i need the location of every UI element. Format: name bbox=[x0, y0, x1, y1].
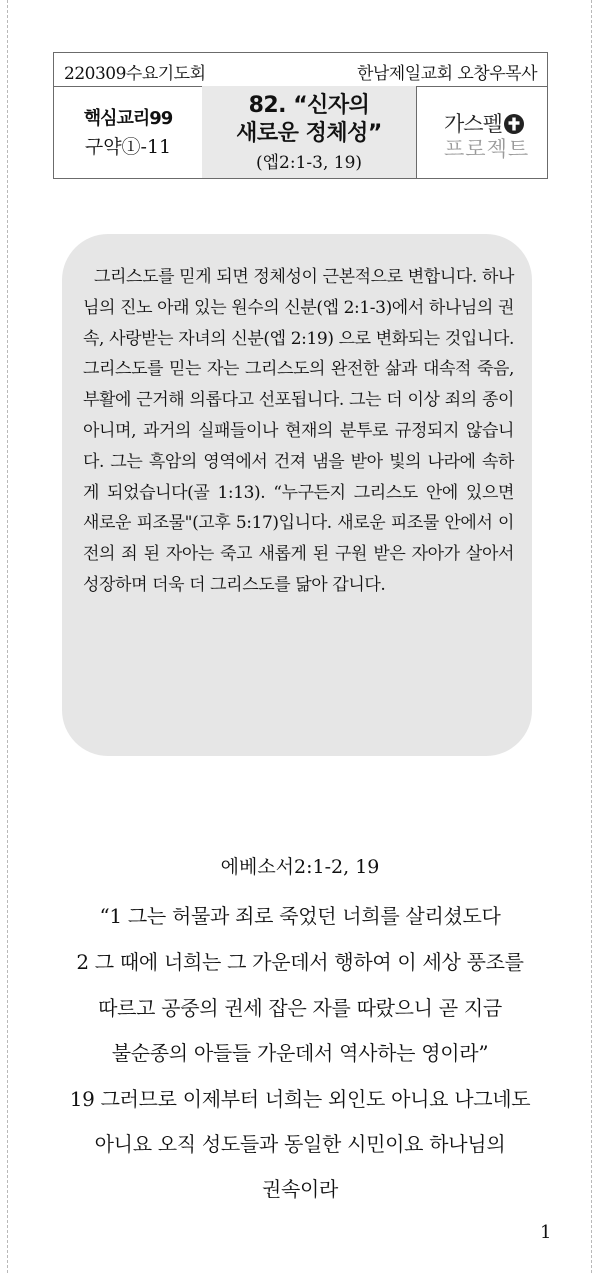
logo-text-line2: 프로젝트 bbox=[444, 137, 530, 161]
gospel-project-logo bbox=[416, 86, 547, 178]
scripture-line: “1 그는 허물과 죄로 죽었던 너희를 살리셨도다 bbox=[99, 904, 501, 928]
sermon-title-line2: 새로운 정체성” bbox=[236, 121, 382, 146]
bulletin-header bbox=[53, 52, 548, 179]
scripture-line: 불순종의 아들들 가운데서 역사하는 영이라” bbox=[111, 1041, 489, 1065]
sermon-title-line1: 82. “신자의 bbox=[248, 93, 370, 118]
sermon-scripture-ref: (엡2:1-3, 19) bbox=[255, 153, 363, 173]
series-subtitle: 구약①-11 bbox=[84, 136, 172, 158]
scripture-line: 2 그 때에 너희는 그 가운데서 행하여 이 세상 풍조를 bbox=[76, 950, 524, 974]
scripture-line: 19 그러므로 이제부터 너희는 외인도 아니요 나그네도 bbox=[69, 1087, 531, 1111]
church-preacher-label: 한남제일교회 오창우목사 bbox=[356, 64, 537, 84]
sermon-title-cell bbox=[202, 86, 417, 178]
header-top-row bbox=[54, 53, 547, 87]
page-number: 1 bbox=[540, 1222, 552, 1243]
scripture-line: 아니요 오직 성도들과 동일한 시민이요 하나님의 bbox=[94, 1132, 506, 1156]
summary-box bbox=[62, 234, 532, 756]
series-title: 핵심교리99 bbox=[83, 108, 173, 129]
series-cell bbox=[54, 86, 203, 178]
summary-text: 그리스도를 믿게 되면 정체성이 근본적으로 변합니다. 하나님의 진노 아래 있는 원수의 신분(엡 2:1-3)에서 하나님의 권속, 사랑받는 자녀의 신분(엡 2:19) 으로 변화되는 것입니다. 그리스도를 믿는 자는 그리스도의 완전한 삶과 대속적 죽음, 부활에 근거해 의롭다고 선포됩니다. 그는 더 이상 죄의 종이 아니며, 과거의 실패들이나 현재의 분투로 규정되지 않습니다. 그는 흑암의 영역에서 건져 냄을 받아 빛의 나라에 속하게 되었습니다(골 1:13). “누구든지 그리스도 안에 있으면 새로운 피조물"(고후 5:17)입니다. 새로운 피조물 안에서 이 전의 죄 된 자아는 죽고 새롭게 된 구원 받은 자아가 살아서 성장하며 더욱 더 그리스도를 닮아 갑니다. bbox=[83, 267, 514, 595]
logo-text-line1: 가스펠 bbox=[444, 112, 502, 136]
scripture-line: 따르고 공중의 권세 잡은 자를 따랐으니 곧 지금 bbox=[98, 996, 502, 1020]
cross-circle-icon bbox=[504, 114, 524, 134]
scripture-reference: 에베소서2:1-2, 19 bbox=[220, 856, 380, 878]
service-date-label: 220309수요기도회 bbox=[64, 64, 206, 84]
scripture-line: 권속이라 bbox=[261, 1177, 339, 1201]
